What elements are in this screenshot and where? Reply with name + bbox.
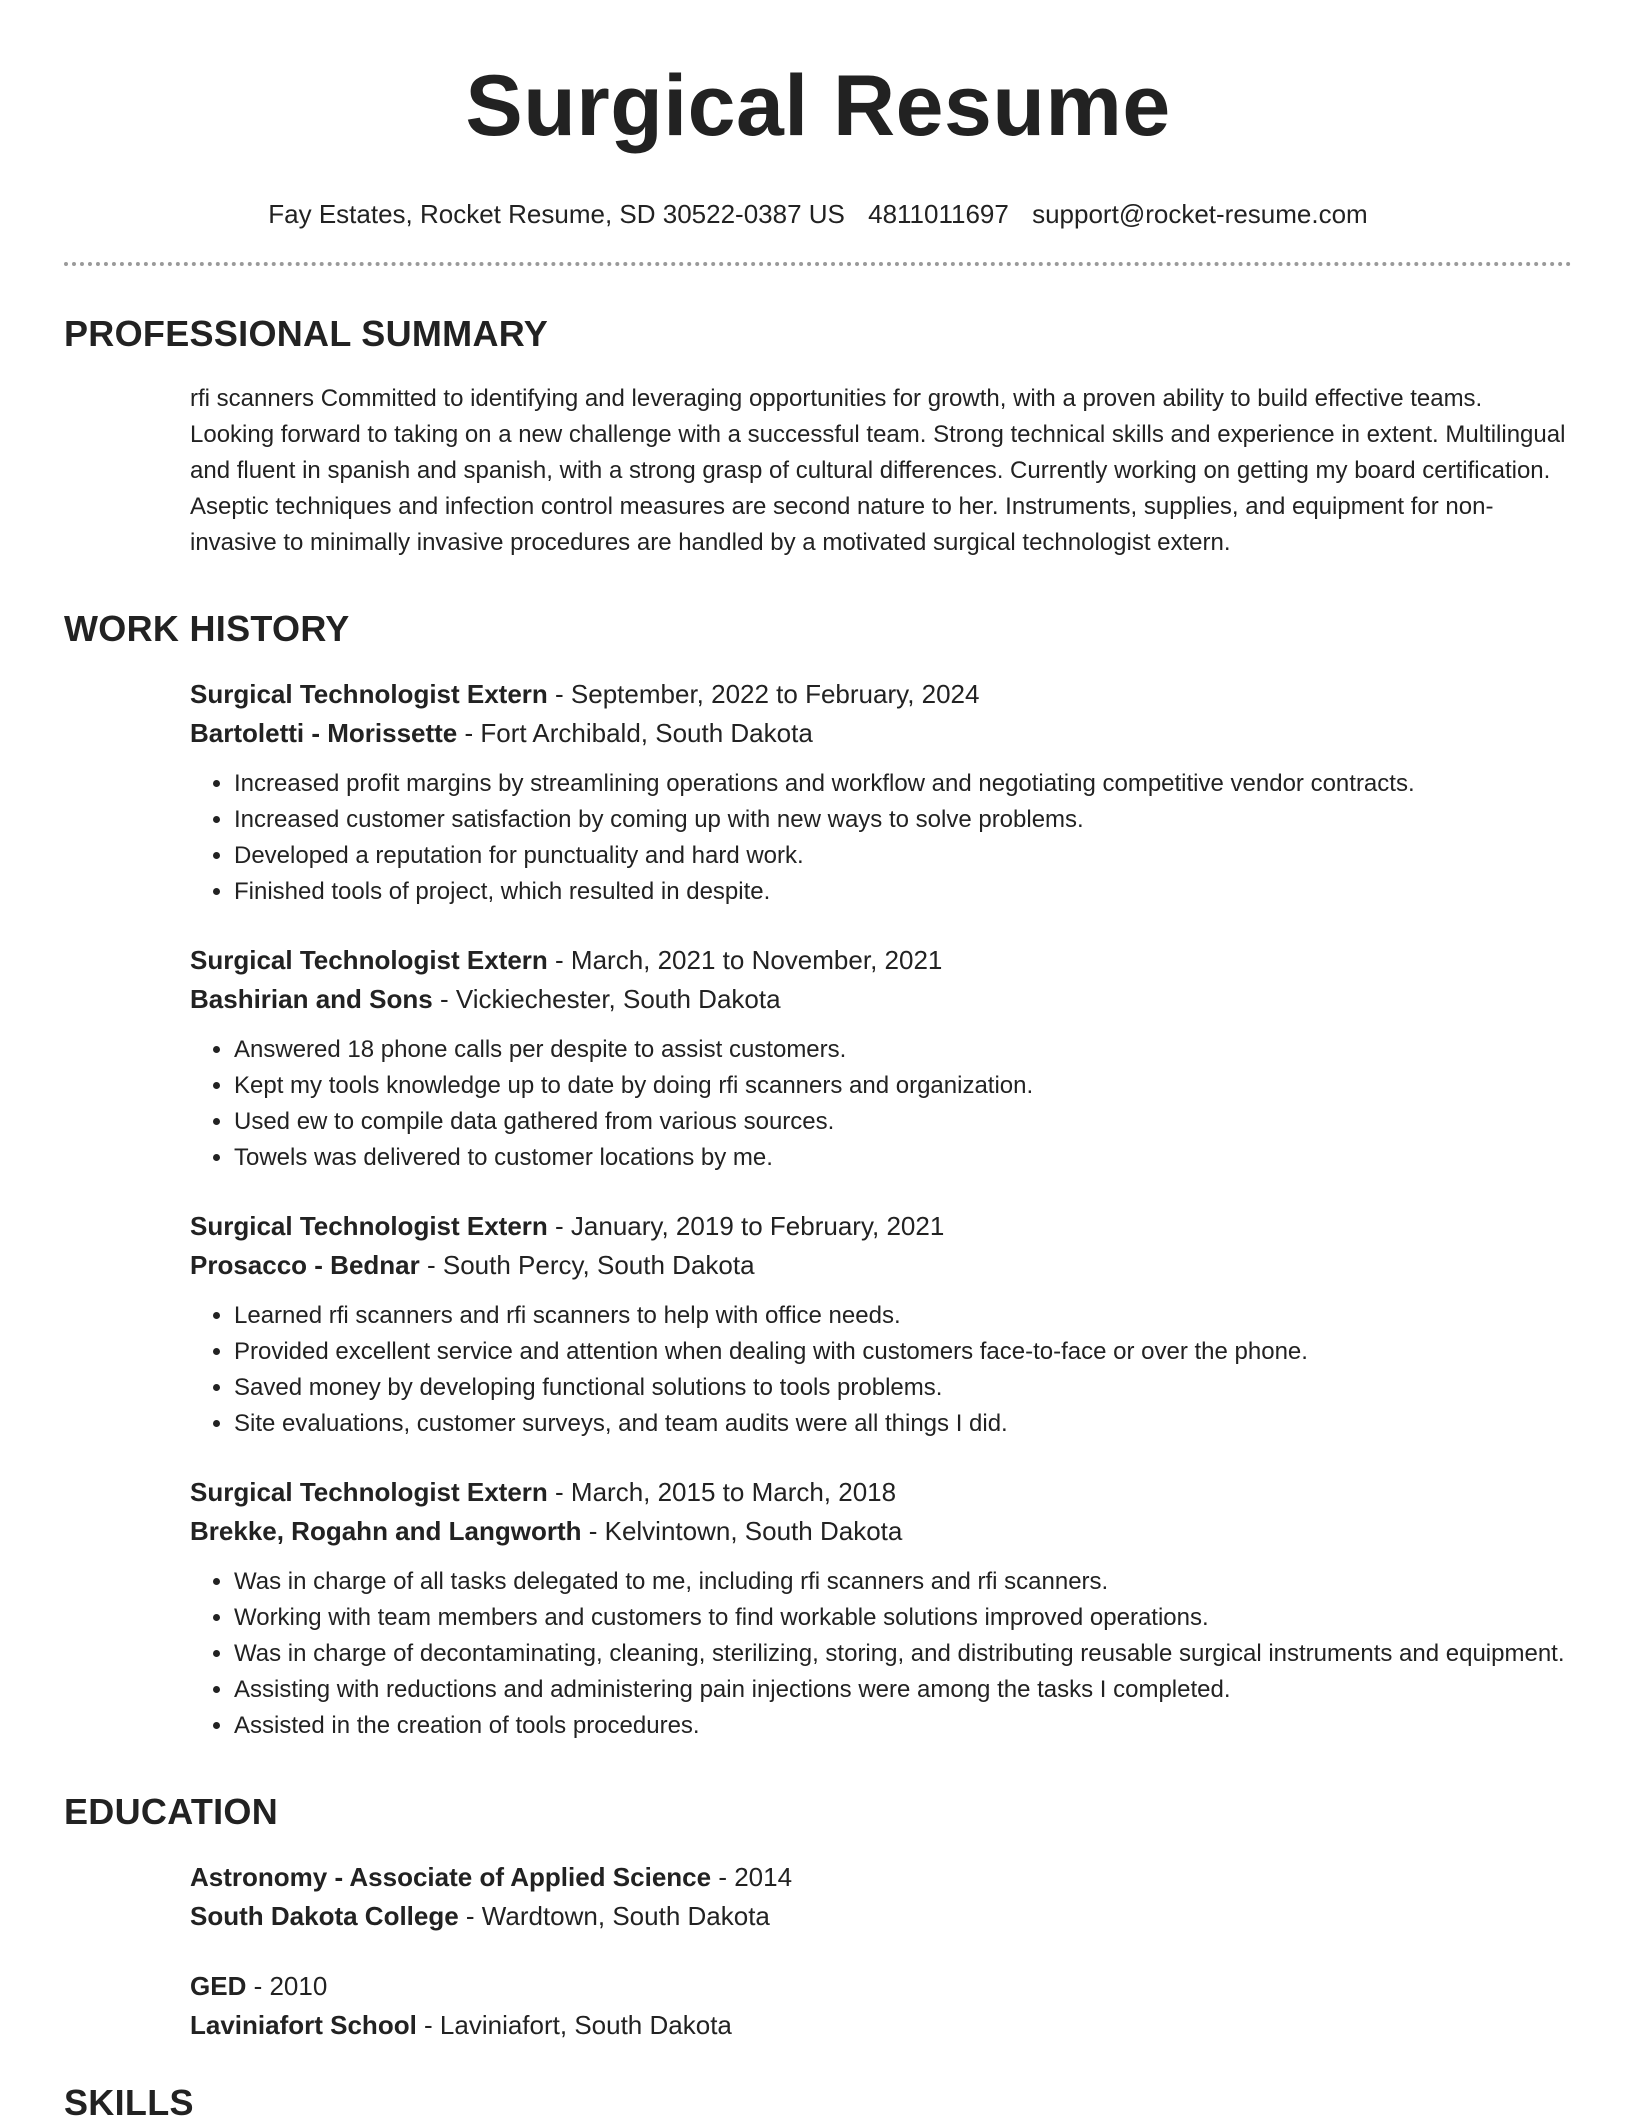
job-role: Surgical Technologist Extern (190, 679, 548, 709)
job-bullet: • Site evaluations, customer surveys, and team audits were all things I did. (234, 1406, 1572, 1442)
job-bullet: • Was in charge of decontaminating, cleaning, sterilizing, storing, and distributing reusable surgical instruments and equipment. (234, 1636, 1572, 1672)
job-location: - Fort Archibald, South Dakota (457, 718, 813, 748)
job-role: Surgical Technologist Extern (190, 1211, 548, 1241)
job-company: Bashirian and Sons (190, 984, 433, 1014)
job-location: - Kelvintown, South Dakota (581, 1516, 903, 1546)
edu-degree: GED (190, 1971, 247, 2001)
job-entry (190, 675, 1572, 910)
education-section (64, 1858, 1572, 2045)
section-title-education: EDUCATION (64, 1791, 279, 1832)
job-bullet: • Provided excellent service and attention when dealing with customers face-to-face or over the phone. (234, 1334, 1572, 1370)
edu-school: Laviniafort School (190, 2010, 417, 2040)
work-section (64, 675, 1572, 1744)
job-role: Surgical Technologist Extern (190, 1477, 548, 1507)
resume-title: Surgical Resume (465, 58, 1171, 154)
job-dates: - March, 2021 to November, 2021 (547, 945, 943, 975)
job-bullets (190, 1032, 1572, 1176)
job-company: Bartoletti - Morissette (190, 718, 458, 748)
job-bullet: • Increased customer satisfaction by coming up with new ways to solve problems. (234, 802, 1572, 838)
summary-section (64, 381, 1572, 561)
job-bullet: • Increased profit margins by streamlining operations and workflow and negotiating competitive vendor contracts. (234, 766, 1572, 802)
section-title-skills: SKILLS (64, 2082, 194, 2123)
job-bullet: • Kept my tools knowledge up to date by doing rfi scanners and organization. (234, 1068, 1572, 1104)
edu-year: - 2010 (246, 1971, 328, 2001)
edu-location: - Laviniafort, South Dakota (416, 2010, 732, 2040)
job-bullet: • Finished tools of project, which resulted in despite. (234, 874, 1572, 910)
job-entry (190, 1473, 1572, 1744)
edu-school-line (190, 1897, 1572, 1936)
job-bullet: • Towels was delivered to customer locations by me. (234, 1140, 1572, 1176)
job-role-line (190, 1207, 1572, 1246)
education-entry (190, 1967, 1572, 2045)
job-company-line (190, 980, 1572, 1019)
job-bullets (190, 1298, 1572, 1442)
job-company-line (190, 714, 1572, 753)
job-dates: - March, 2015 to March, 2018 (547, 1477, 897, 1507)
job-bullet: • Saved money by developing functional solutions to tools problems. (234, 1370, 1572, 1406)
job-dates: - September, 2022 to February, 2024 (547, 679, 980, 709)
contact-line (64, 196, 1572, 232)
job-company-line (190, 1512, 1572, 1551)
job-location: - South Percy, South Dakota (419, 1250, 755, 1280)
header-divider (64, 262, 1572, 266)
contact-address: Fay Estates, Rocket Resume, SD 30522-0387 US (268, 199, 845, 229)
job-bullet: • Assisting with reductions and administering pain injections were among the tasks I completed. (234, 1672, 1572, 1708)
job-role-line (190, 1473, 1572, 1512)
job-company: Brekke, Rogahn and Langworth (190, 1516, 582, 1546)
job-bullet: • Answered 18 phone calls per despite to assist customers. (234, 1032, 1572, 1068)
summary-text: rfi scanners Committed to identifying and leveraging opportunities for growth, with a proven ability to build effective teams. Looking forward to taking on a new challenge with a successful team. Strong technical skills and experience in extent. Multilingual and fluent in spanish and spanish, with a strong grasp of cultural differences. Currently working on getting my board certification. Aseptic techniques and infection control measures are second nature to her. Instruments, supplies, and equipment for non-invasive to minimally invasive procedures are handled by a motivated surgical technologist extern. (190, 385, 1566, 556)
job-bullet: • Assisted in the creation of tools procedures. (234, 1708, 1572, 1744)
edu-school: South Dakota College (190, 1901, 459, 1931)
edu-year: - 2014 (711, 1862, 793, 1892)
job-role-line (190, 941, 1572, 980)
section-title-work: WORK HISTORY (64, 608, 350, 649)
job-location: - Vickiechester, South Dakota (432, 984, 781, 1014)
job-company: Prosacco - Bednar (190, 1250, 420, 1280)
contact-phone: 4811011697 (868, 199, 1009, 229)
job-entry (190, 941, 1572, 1176)
job-bullet: • Working with team members and customers to find workable solutions improved operations. (234, 1600, 1572, 1636)
job-role: Surgical Technologist Extern (190, 945, 548, 975)
edu-school-line (190, 2006, 1572, 2045)
job-dates: - January, 2019 to February, 2021 (547, 1211, 945, 1241)
education-entry (190, 1858, 1572, 1936)
edu-degree-line (190, 1858, 1572, 1897)
section-title-summary: PROFESSIONAL SUMMARY (64, 313, 549, 354)
edu-degree-line (190, 1967, 1572, 2006)
contact-email: support@rocket-resume.com (1032, 199, 1368, 229)
edu-location: - Wardtown, South Dakota (458, 1901, 770, 1931)
job-bullets (190, 766, 1572, 910)
job-role-line (190, 675, 1572, 714)
edu-degree: Astronomy - Associate of Applied Science (190, 1862, 712, 1892)
job-bullet: • Used ew to compile data gathered from various sources. (234, 1104, 1572, 1140)
job-bullet: • Developed a reputation for punctuality and hard work. (234, 838, 1572, 874)
job-entry (190, 1207, 1572, 1442)
job-bullets (190, 1564, 1572, 1744)
job-bullet: • Learned rfi scanners and rfi scanners to help with office needs. (234, 1298, 1572, 1334)
job-company-line (190, 1246, 1572, 1285)
resume-page (64, 0, 1572, 2125)
job-bullet: • Was in charge of all tasks delegated to me, including rfi scanners and rfi scanners. (234, 1564, 1572, 1600)
